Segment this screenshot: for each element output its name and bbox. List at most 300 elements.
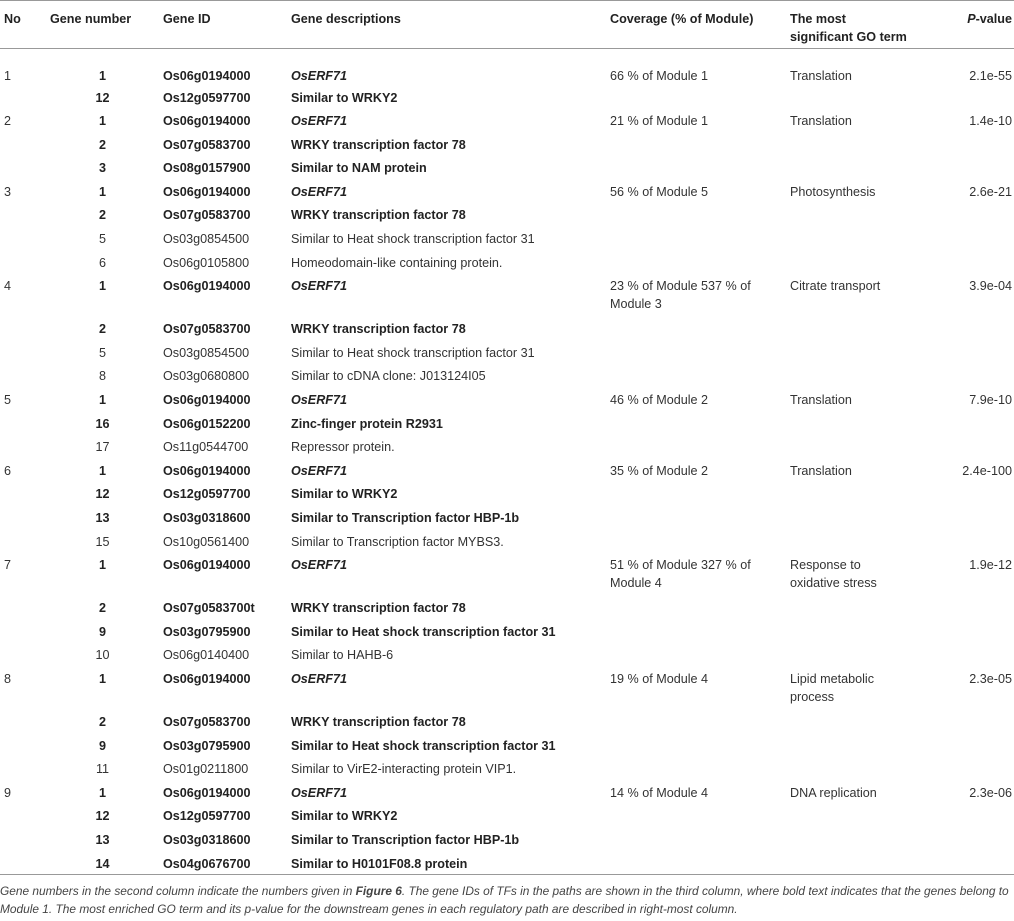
cell-gene-number [46,134,159,158]
cell-no-text: 7 [4,558,12,573]
cell-go-term-text: Translation [790,463,852,478]
cell-gene-number-text: 17 [95,440,110,455]
cell-gene-number [46,87,159,111]
cell-coverage [606,829,786,853]
cell-gene-id [159,275,287,318]
cell-go-term [786,110,916,134]
cell-no [0,782,46,806]
table-body [0,49,1014,877]
caption-part1: Gene numbers in the second column indicate the numbers given in [0,884,356,898]
cell-gene-id [159,389,287,413]
cell-gene-number-text: 2 [98,601,106,616]
cell-p-value [916,252,1014,276]
cell-no [0,389,46,413]
cell-no-text: 1 [4,69,12,83]
cell-gene-description-text: OsERF71 [291,69,347,83]
cell-coverage-text: 21 % of Module 1 [610,114,709,129]
cell-no [0,49,46,87]
table-row [0,181,1014,205]
cell-p-value [916,365,1014,389]
cell-coverage-text: 56 % of Module 5 [610,184,709,199]
cell-gene-id [159,758,287,782]
cell-gene-description-text: Similar to Transcription factor MYBS3. [291,534,504,549]
cell-coverage [606,436,786,460]
cell-gene-description-text: Similar to Transcription factor HBP-1b [291,832,520,847]
cell-gene-id-text: Os06g0194000 [163,184,251,199]
cell-gene-number [46,483,159,507]
cell-p-value [916,554,1014,597]
cell-gene-number-text: 2 [98,137,106,152]
cell-coverage-text: 35 % of Module 2 [610,463,709,478]
cell-gene-number-text: 13 [95,832,110,847]
cell-coverage [606,621,786,645]
table-caption [0,882,1014,918]
cell-gene-id-text: Os06g0194000 [163,69,251,83]
cell-coverage [606,318,786,342]
cell-p-value-text: 2.3e-06 [969,785,1012,800]
cell-gene-number [46,621,159,645]
cell-gene-id [159,413,287,437]
cell-go-term [786,829,916,853]
cell-p-value [916,805,1014,829]
cell-coverage [606,228,786,252]
cell-coverage [606,531,786,555]
cell-p-value-text: 7.9e-10 [969,393,1012,408]
cell-coverage-text: 23 % of Module 537 % of Module 3 [610,279,751,312]
cell-coverage [606,342,786,366]
cell-coverage [606,554,786,597]
cell-gene-description-text: Repressor protein. [291,440,395,455]
cell-gene-description [287,621,606,645]
cell-p-value [916,531,1014,555]
cell-no [0,483,46,507]
cell-gene-description-text: Similar to Transcription factor HBP-1b [291,511,520,525]
table-bottom-rule [0,874,1014,875]
cell-coverage [606,389,786,413]
table-row [0,597,1014,621]
cell-go-term [786,805,916,829]
table-row [0,829,1014,853]
cell-no [0,318,46,342]
cell-gene-number [46,181,159,205]
cell-gene-number-text: 9 [98,738,106,753]
cell-gene-id [159,531,287,555]
cell-gene-number-text: 1 [98,114,106,129]
cell-gene-id [159,204,287,228]
cell-go-term [786,483,916,507]
cell-gene-id [159,87,287,111]
cell-coverage [606,413,786,437]
cell-gene-description [287,829,606,853]
cell-gene-number [46,460,159,484]
cell-gene-id-text: Os11g0544700 [163,440,249,455]
cell-coverage [606,252,786,276]
cell-gene-number-text: 1 [98,558,106,573]
cell-gene-number-text: 5 [98,232,106,247]
table-row [0,49,1014,87]
cell-gene-number [46,157,159,181]
cell-gene-number-text: 2 [98,322,106,337]
cell-coverage-text: 19 % of Module 4 [610,671,709,686]
cell-gene-id-text: Os03g0854500 [163,232,250,247]
cell-no [0,365,46,389]
cell-gene-number-text: 12 [95,809,110,824]
cell-gene-number [46,252,159,276]
cell-go-term [786,342,916,366]
cell-p-value [916,157,1014,181]
cell-no [0,157,46,181]
cell-no [0,805,46,829]
cell-gene-id-text: Os06g0105800 [163,255,250,270]
cell-gene-number-text: 15 [95,534,110,549]
cell-go-term [786,460,916,484]
cell-p-value [916,49,1014,87]
header-go-term: The most significant GO term [786,1,916,49]
cell-coverage [606,181,786,205]
cell-coverage-text: 14 % of Module 4 [610,785,709,800]
cell-gene-id-text: Os07g0583700 [163,714,251,729]
header-p-value [916,1,1014,49]
cell-gene-number [46,318,159,342]
cell-p-value [916,110,1014,134]
cell-no [0,134,46,158]
cell-p-value [916,342,1014,366]
cell-gene-id [159,621,287,645]
cell-gene-id [159,157,287,181]
table-row [0,413,1014,437]
cell-gene-description [287,711,606,735]
cell-coverage [606,365,786,389]
table-row [0,365,1014,389]
cell-coverage [606,204,786,228]
table-row [0,782,1014,806]
cell-p-value [916,483,1014,507]
cell-gene-id [159,181,287,205]
cell-p-value [916,436,1014,460]
cell-gene-description [287,735,606,759]
cell-p-value [916,711,1014,735]
cell-gene-id [159,644,287,668]
table-row [0,87,1014,111]
cell-gene-number [46,49,159,87]
cell-go-term [786,157,916,181]
cell-gene-number-text: 1 [98,463,106,478]
cell-gene-description [287,644,606,668]
cell-gene-number-text: 11 [95,762,110,777]
cell-p-value [916,460,1014,484]
cell-gene-number-text: 12 [95,487,110,502]
cell-p-value [916,389,1014,413]
cell-gene-number [46,110,159,134]
cell-no-text: 5 [4,393,12,408]
cell-p-value [916,829,1014,853]
cell-gene-description [287,49,606,87]
cell-gene-number-text: 2 [98,208,106,223]
table-row [0,805,1014,829]
cell-no [0,668,46,711]
cell-gene-id [159,668,287,711]
cell-no [0,735,46,759]
cell-gene-description-text: Similar to cDNA clone: J013124I05 [291,369,486,384]
cell-gene-id-text: Os08g0157900 [163,161,251,176]
cell-gene-description-text: OsERF71 [291,184,347,199]
cell-gene-id-text: Os06g0194000 [163,114,251,129]
cell-gene-description [287,110,606,134]
cell-go-term [786,87,916,111]
cell-p-value [916,228,1014,252]
cell-coverage [606,644,786,668]
cell-gene-id-text: Os06g0194000 [163,279,251,294]
cell-gene-description [287,342,606,366]
cell-no [0,181,46,205]
cell-p-value-text: 1.4e-10 [969,114,1012,129]
cell-gene-description-text: Zinc-finger protein R2931 [291,416,443,431]
cell-go-term-text: Translation [790,393,852,408]
cell-coverage [606,134,786,158]
cell-gene-id [159,252,287,276]
cell-gene-number [46,853,159,877]
cell-gene-id [159,735,287,759]
cell-go-term [786,134,916,158]
table-row [0,275,1014,318]
cell-coverage [606,483,786,507]
cell-gene-number-text: 1 [98,69,106,83]
table-row [0,758,1014,782]
cell-gene-description-text: Similar to Heat shock transcription factor 31 [291,232,535,247]
cell-gene-number [46,597,159,621]
cell-gene-id-text: Os12g0597700 [163,90,251,105]
cell-gene-number [46,668,159,711]
cell-gene-number-text: 10 [95,648,110,663]
cell-coverage [606,805,786,829]
cell-p-value [916,87,1014,111]
cell-p-value [916,134,1014,158]
cell-gene-id [159,829,287,853]
cell-gene-id [159,711,287,735]
cell-no-text: 3 [4,184,12,199]
cell-coverage [606,49,786,87]
cell-gene-number [46,389,159,413]
cell-go-term [786,644,916,668]
header-p-suffix: -value [975,12,1012,26]
cell-gene-id [159,365,287,389]
cell-gene-number [46,228,159,252]
cell-gene-number [46,735,159,759]
cell-go-term [786,204,916,228]
table-row [0,252,1014,276]
cell-gene-description [287,507,606,531]
table-row [0,389,1014,413]
table-row [0,110,1014,134]
cell-gene-description [287,853,606,877]
table-row [0,711,1014,735]
cell-gene-id-text: Os07g0583700t [163,601,255,616]
cell-gene-description-text: OsERF71 [291,463,347,478]
table-row [0,853,1014,877]
cell-gene-description [287,228,606,252]
table-row [0,318,1014,342]
cell-p-value [916,413,1014,437]
cell-gene-description-text: Similar to Heat shock transcription factor 31 [291,345,535,360]
cell-gene-number [46,644,159,668]
table-row [0,204,1014,228]
cell-p-value-text: 2.4e-100 [962,463,1012,478]
cell-no [0,621,46,645]
header-no: No [0,1,46,49]
cell-coverage [606,110,786,134]
cell-gene-description [287,436,606,460]
cell-go-term [786,554,916,597]
cell-gene-description [287,157,606,181]
cell-gene-description [287,554,606,597]
cell-gene-description [287,181,606,205]
cell-gene-description [287,318,606,342]
cell-gene-description [287,134,606,158]
cell-gene-id-text: Os04g0676700 [163,856,251,871]
cell-gene-description [287,252,606,276]
cell-no [0,413,46,437]
header-p-letter: P [967,12,976,26]
cell-p-value [916,318,1014,342]
cell-go-term [786,735,916,759]
cell-no [0,436,46,460]
cell-gene-id [159,318,287,342]
table-row [0,668,1014,711]
cell-no [0,252,46,276]
cell-go-term [786,365,916,389]
caption-part2: . The gene IDs of TFs in the paths are shown in the third column, where bold text indicates that the genes belong to Module 1. The most enriched GO term and its p-value for the downstream genes in each regulatory path are described in right-most column. [0,884,1009,916]
cell-gene-number [46,805,159,829]
cell-gene-number [46,436,159,460]
header-coverage: Coverage (% of Module) [606,1,786,49]
cell-go-term [786,668,916,711]
cell-go-term [786,413,916,437]
cell-no-text: 6 [4,463,12,478]
cell-gene-number-text: 3 [98,161,106,176]
cell-gene-id-text: Os10g0561400 [163,534,250,549]
cell-no [0,597,46,621]
cell-no [0,228,46,252]
cell-gene-number [46,554,159,597]
cell-gene-id-text: Os07g0583700 [163,208,251,223]
cell-gene-number-text: 12 [95,90,110,105]
cell-go-term [786,597,916,621]
cell-gene-id-text: Os06g0194000 [163,393,251,408]
cell-go-term [786,758,916,782]
cell-coverage-text: 66 % of Module 1 [610,69,709,83]
cell-gene-description-text: Similar to VirE2-interacting protein VIP1. [291,762,517,777]
cell-no [0,758,46,782]
cell-go-term-text: Translation [790,114,852,129]
cell-go-term [786,507,916,531]
cell-gene-description-text: Similar to WRKY2 [291,90,398,105]
cell-gene-description [287,275,606,318]
cell-gene-id [159,49,287,87]
cell-gene-description-text: OsERF71 [291,558,347,573]
cell-go-term [786,181,916,205]
table-row [0,531,1014,555]
cell-gene-id [159,436,287,460]
cell-no-text: 8 [4,671,12,686]
cell-go-term [786,49,916,87]
cell-gene-number-text: 1 [98,279,106,294]
cell-gene-number-text: 1 [98,184,106,199]
cell-no-text: 4 [4,279,12,294]
cell-coverage [606,87,786,111]
cell-gene-description [287,87,606,111]
cell-gene-id [159,554,287,597]
cell-go-term [786,318,916,342]
cell-gene-description [287,389,606,413]
cell-gene-number [46,829,159,853]
cell-gene-description-text: Similar to NAM protein [291,161,427,176]
cell-gene-number [46,342,159,366]
cell-coverage [606,711,786,735]
cell-p-value-text: 2.6e-21 [969,184,1012,199]
table-row [0,134,1014,158]
cell-go-term-text: Lipid metabolic process [790,671,875,704]
caption-figure-ref: Figure 6 [355,884,402,898]
cell-gene-id [159,460,287,484]
cell-gene-id-text: Os03g0854500 [163,345,250,360]
cell-gene-id-text: Os07g0583700 [163,322,251,337]
cell-p-value-text: 2.1e-55 [969,69,1012,83]
cell-no [0,87,46,111]
cell-gene-id [159,342,287,366]
cell-gene-number-text: 1 [98,393,106,408]
cell-gene-description [287,758,606,782]
cell-gene-description-text: WRKY transcription factor 78 [291,137,466,152]
cell-gene-id-text: Os12g0597700 [163,809,251,824]
cell-gene-id-text: Os03g0795900 [163,624,251,639]
table-row [0,621,1014,645]
cell-gene-description-text: OsERF71 [291,279,347,294]
cell-gene-description [287,460,606,484]
cell-go-term [786,711,916,735]
cell-gene-id-text: Os06g0194000 [163,671,251,686]
cell-gene-id-text: Os03g0318600 [163,832,251,847]
cell-coverage [606,782,786,806]
cell-coverage [606,275,786,318]
cell-gene-number-text: 9 [98,624,106,639]
cell-gene-description-text: WRKY transcription factor 78 [291,714,466,729]
cell-go-term [786,275,916,318]
cell-p-value [916,275,1014,318]
cell-p-value [916,668,1014,711]
cell-p-value [916,853,1014,877]
cell-gene-id [159,483,287,507]
cell-go-term [786,252,916,276]
header-gene-id: Gene ID [159,1,287,49]
cell-gene-description [287,531,606,555]
cell-gene-description [287,204,606,228]
cell-gene-number-text: 8 [98,369,106,384]
cell-go-term-text: DNA replication [790,785,877,800]
cell-no [0,204,46,228]
cell-gene-number [46,204,159,228]
cell-gene-number-text: 14 [95,856,110,871]
cell-gene-id [159,134,287,158]
cell-gene-description-text: OsERF71 [291,114,347,129]
cell-no [0,507,46,531]
cell-p-value [916,735,1014,759]
cell-gene-description [287,597,606,621]
cell-no [0,829,46,853]
cell-no-text: 2 [4,114,12,129]
cell-gene-description [287,805,606,829]
cell-gene-id-text: Os06g0194000 [163,785,251,800]
cell-gene-number [46,531,159,555]
